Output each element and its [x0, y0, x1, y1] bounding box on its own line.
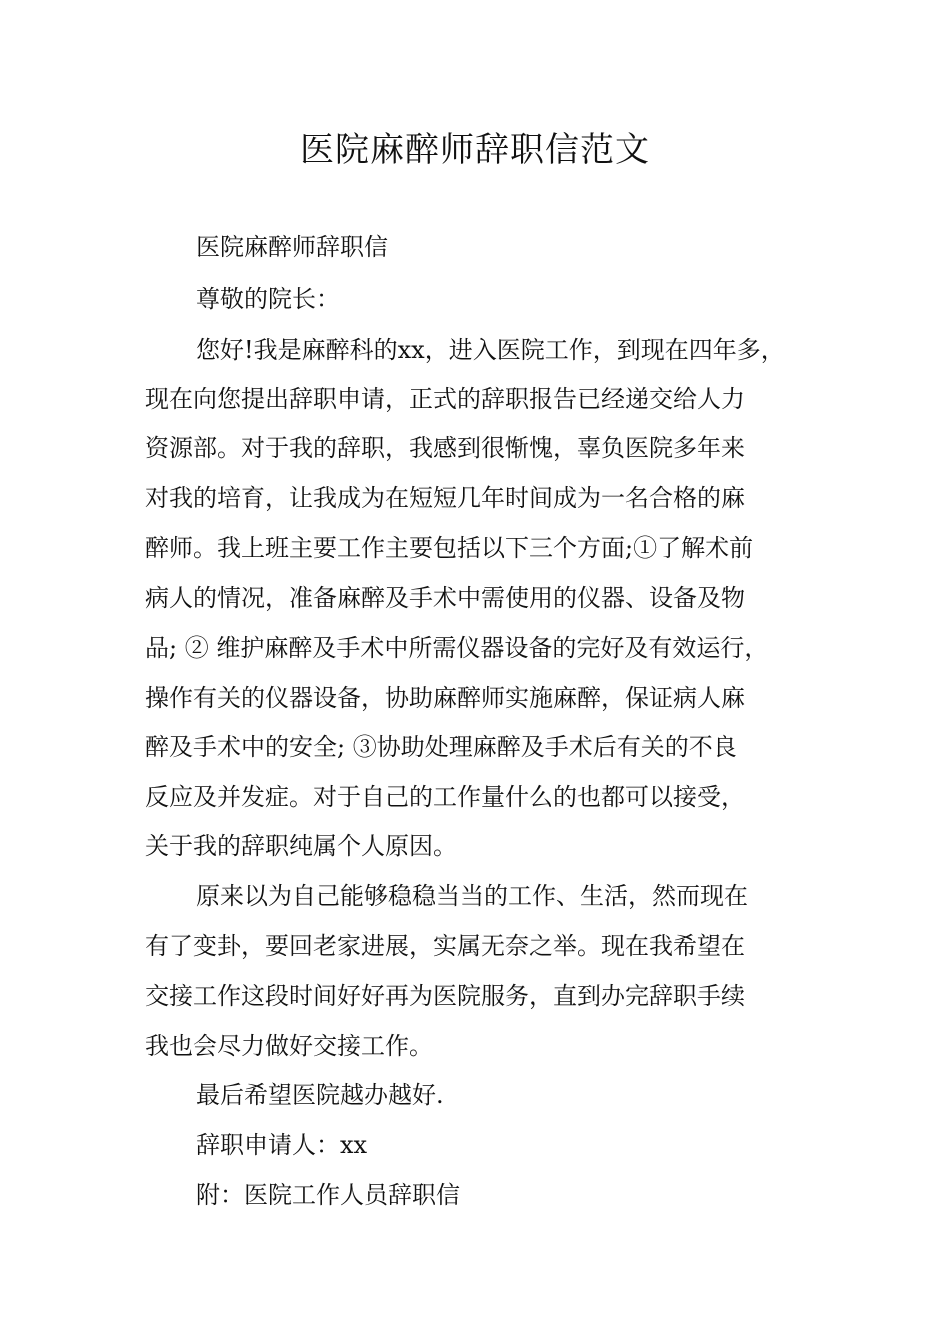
body-line: 病人的情况，准备麻醉及手术中需使用的仪器、设备及物	[145, 584, 745, 612]
body-line: 对我的培育，让我成为在短短几年时间成为一名合格的麻	[145, 484, 745, 512]
body-line: 醉及手术中的安全; ③协助处理麻醉及手术后有关的不良	[145, 733, 737, 761]
attachment-line: 附：医院工作人员辞职信	[196, 1181, 460, 1209]
letter-heading: 医院麻醉师辞职信	[196, 233, 388, 261]
signature-line: 辞职申请人：xx	[196, 1131, 368, 1159]
body-line: 交接工作这段时间好好再为医院服务，直到办完辞职手续	[145, 982, 745, 1010]
salutation: 尊敬的院长：	[196, 285, 340, 313]
body-line: 操作有关的仪器设备，协助麻醉师实施麻醉，保证病人麻	[145, 684, 745, 712]
body-line: 品; ② 维护麻醉及手术中所需仪器设备的完好及有效运行，	[145, 634, 769, 662]
body-line: 资源部。对于我的辞职，我感到很惭愧，辜负医院多年来	[145, 434, 745, 462]
body-line: 我也会尽力做好交接工作。	[145, 1032, 433, 1060]
document-title: 医院麻醉师辞职信范文	[300, 130, 650, 170]
body-line: 原来以为自己能够稳稳当当的工作、生活，然而现在	[196, 882, 748, 910]
body-line: 现在向您提出辞职申请，正式的辞职报告已经递交给人力	[145, 385, 745, 413]
body-line: 关于我的辞职纯属个人原因。	[145, 832, 457, 860]
body-line: 有了变卦，要回老家进展，实属无奈之举。现在我希望在	[145, 932, 745, 960]
body-line: 您好!我是麻醉科的xx，进入医院工作，到现在四年多，	[196, 336, 785, 364]
body-line: 反应及并发症。对于自己的工作量什么的也都可以接受，	[145, 783, 745, 811]
closing-line: 最后希望医院越办越好.	[196, 1081, 444, 1109]
body-line: 醉师。我上班主要工作主要包括以下三个方面;①了解术前	[145, 534, 754, 562]
